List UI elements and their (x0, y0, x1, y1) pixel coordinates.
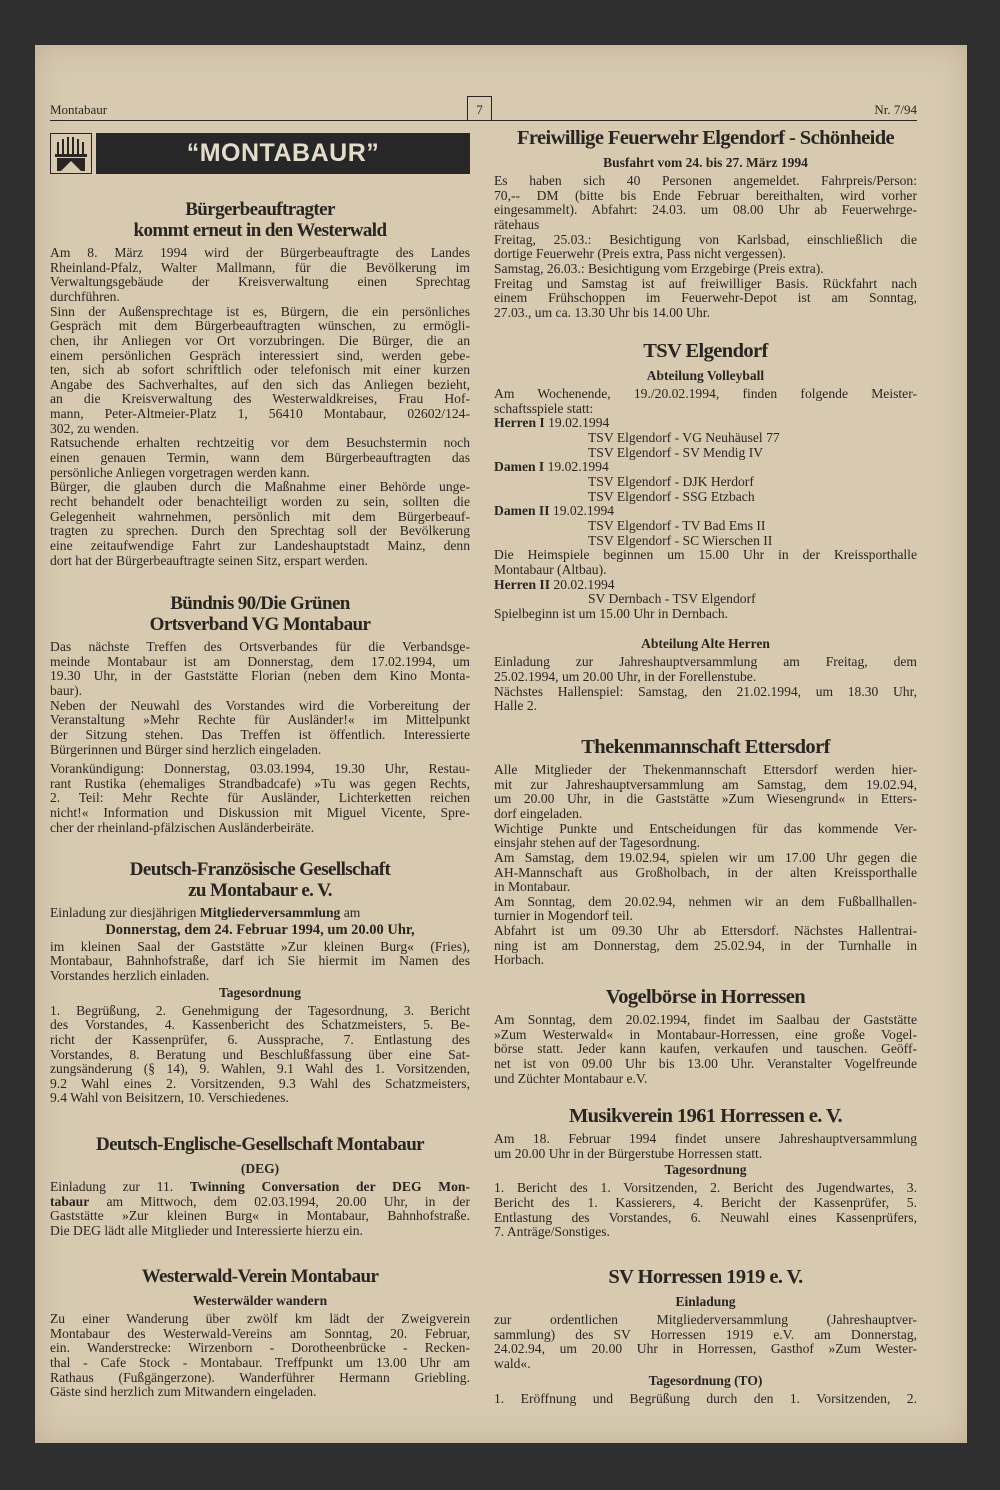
text-line: dort hat der Bürgerbeauftragte seinen Sitz, erspart werden. (50, 552, 368, 568)
text-line: tragten zu sprechen. Durch den Sprechtag soll der Bevölkerung (50, 524, 470, 539)
paragraph (50, 305, 470, 437)
heading-line: Westerwald-Verein Montabaur (141, 1266, 379, 1287)
text-line: TSV Elgendorf - VG Neuhäusel 77 (588, 429, 780, 445)
text-line: nicht!« Information und Diskussion mit Miguel Vicente, Spre- (50, 806, 470, 821)
text-line: cher der rheinland-pfälzischen Ausländerbeiräte. (50, 819, 315, 835)
text-line: eingesammelt). Abfahrt: 24.03. um 08.00 Uhr ab Feuerwehrge- (494, 203, 917, 218)
paragraph (494, 655, 917, 684)
article-heading (50, 1266, 470, 1287)
text-line: im kleinen Saal der Gaststätte »Zur kleinen Burg« (Fries), (50, 939, 470, 954)
paragraph (494, 1132, 917, 1161)
paragraph (50, 699, 470, 758)
heading-line: Ortsverband VG Montabaur (149, 614, 371, 635)
match-list (494, 431, 917, 460)
text-line: thal - Cafe Stock - Montabaur. Treffpunkt um 13.00 Uhr am (50, 1355, 470, 1370)
article-sv-horressen (494, 1266, 917, 1421)
text-line: 24.02.94, um 20.00 Uhr in Horressen, Gasthof »Zum Wester- (494, 1342, 917, 1357)
paragraph (494, 851, 917, 895)
article-heading (494, 736, 917, 758)
text-line (494, 578, 917, 593)
text-line: SV Dernbach - TSV Elgendorf (588, 591, 756, 607)
text-line: schaftsspiele statt: (494, 400, 594, 416)
text-line (50, 1195, 470, 1210)
paragraph (494, 233, 917, 262)
text-line: recht behandelt oder benachteiligt worden zu sein, sollten die (50, 494, 470, 509)
text-line: um 20.00 Uhr in der Bürgerstube Horressen statt. (494, 1145, 763, 1161)
issue-number: Nr. 7/94 (874, 102, 917, 117)
article-feuerwehr-elgendorf (494, 127, 917, 320)
text-line: TSV Elgendorf - TV Bad Ems II (588, 517, 766, 533)
text-line: zur ordentlichen Mitgliederversammlung (Jahreshauptver- (494, 1313, 917, 1327)
article-subheading (494, 635, 917, 652)
text-line: ein. Wanderstrecke: Wirzenborn - Dorotheenbrücke - Recken- (50, 1341, 470, 1356)
paragraph (494, 607, 917, 622)
text-line: Spielbeginn ist um 15.00 Uhr in Dernbach. (494, 605, 729, 621)
text-line: der Sitzung stehen. Das Treffen ist öffentlich. Interessierte (50, 727, 470, 742)
text-line: mann, Peter-Altmeier-Platz 1, 56410 Montabaur, 02602/124- (50, 407, 470, 422)
header-rule-right (492, 120, 917, 121)
text-line: Gespräch mit dem Bürgerbeauftragten wünschen, zu ermögli- (50, 319, 470, 334)
bold-text: Mitgliederversammlung (199, 905, 341, 920)
text-line: Vorankündigung: Donnerstag, 03.03.1994, 19.30 Uhr, Restau- (50, 762, 470, 777)
text-line (494, 460, 917, 475)
article-heading (494, 1266, 917, 1288)
header-town: Montabaur (50, 102, 108, 117)
text-line: Es haben sich 40 Personen angemeldet. Fahrpreis/Person: (494, 174, 917, 188)
text-line: Entlastung des Vorstandes, 6. Neuwahl eines Kassenprüfers, (494, 1210, 917, 1225)
text-line: und Züchter Montabaur e.V. (494, 1070, 648, 1086)
heading-line: Bündnis 90/Die Grünen (170, 593, 350, 614)
paragraph (50, 640, 470, 699)
bold-text: Damen II (494, 503, 550, 519)
article-heading (494, 340, 917, 362)
text-line: TSV Elgendorf - SC Wierschen II (588, 532, 773, 548)
text-line: turnier in Mogendorf teil. (494, 908, 633, 924)
text-line: Montabaur (Altbau). (494, 561, 607, 577)
text-line: Ratsuchende erhalten rechtzeitig vor dem Besuchstermin noch (50, 436, 470, 451)
text-line: Freitag, 25.03.: Besichtigung von Karlsbad, einschließlich die (494, 232, 917, 247)
article-subheading (494, 154, 917, 171)
paragraph (50, 1180, 470, 1239)
article-subheading (50, 1292, 470, 1309)
subheading-line: Tagesordnung (TO) (648, 1372, 763, 1388)
text-line: Die DEG lädt alle Mitglieder und Interessierte hierzu ein. (50, 1222, 363, 1238)
text-line: Verwaltungsgebäude der Kreisverwaltung einen Sprechtag (50, 275, 470, 290)
paragraph (494, 822, 917, 851)
text-line: Am Sonntag, dem 20.02.1994, findet im Saalbau der Gaststätte (494, 1013, 917, 1027)
text-line: um 20.00 Uhr, in die Gaststätte »Zum Wiesengrund« in Etters- (494, 792, 917, 807)
text-line: Halle 2. (494, 698, 538, 714)
paragraph (50, 906, 470, 921)
text-line: sammlung) des SV Horressen 1919 e.V. am Donnerstag, (494, 1327, 917, 1342)
article-subheading (50, 1160, 470, 1177)
subheading-line: Abteilung Alte Herren (641, 636, 770, 652)
text-line: Angabe des Sachverhaltes, auf den sich das Anliegen bezieht, (50, 377, 470, 392)
article-subheading (50, 984, 470, 1001)
text-line: Nächstes Hallenspiel: Samstag, den 21.02.1994, um 18.30 Uhr, (494, 684, 917, 699)
text-line: Freitag und Samstag ist auf freiwilliger Basis. Rückfahrt nach (494, 276, 917, 291)
heading-line: Freiwillige Feuerwehr Elgendorf - Schönheide (516, 127, 895, 149)
article-buendnis-90 (50, 593, 470, 835)
text-line: Am Samstag, dem 19.02.94, spielen wir um 17.00 Uhr gegen die (494, 850, 917, 865)
text: 19.02.1994 (549, 503, 615, 519)
article-heading (494, 1105, 917, 1127)
paragraph (50, 762, 470, 835)
text-line: Gelegenheit wahrnehmen, persönlich mit dem Bürgerbeauf- (50, 509, 470, 524)
text-line: 9.2 Wahl eines 2. Vorsitzenden, 9.3 Wahl des Schatzmeisters, (50, 1076, 470, 1091)
text-line: Die Heimspiele beginnen um 15.00 Uhr in der Kreissporthalle (494, 548, 917, 563)
text: Einladung zur diesjährigen (50, 905, 200, 920)
text-line: dortige Feuerwehr (Preis extra, Pass nicht vergessen). (494, 246, 786, 262)
article-subheading (494, 1293, 917, 1310)
text-line: einsjahr stehen auf der Tagesordnung. (494, 835, 701, 851)
article-subheading (494, 367, 917, 384)
heading-line: Thekenmannschaft Ettersdorf (581, 736, 830, 758)
text-line: Montabaur des Westerwald-Vereins am Sonntag, 20. Februar, (50, 1326, 470, 1341)
text-line: Wichtige Punkte und Entscheidungen für das kommende Ver- (494, 821, 917, 836)
paragraph (50, 940, 470, 984)
paragraph (494, 763, 917, 822)
page-number: 7 (467, 96, 492, 121)
text-line: einen genauen Termin, wann dem Bürgerbeauftragten das (50, 451, 470, 465)
text-line: TSV Elgendorf - SSG Etzbach (588, 488, 755, 504)
text-line: Das nächste Treffen des Ortsverbandes für die Verbandsge- (50, 640, 470, 654)
text-line: meinde Montabaur ist am Donnerstag, dem 17.02.1994, um (50, 654, 470, 669)
article-deutsch-englische-gesellschaft (50, 1134, 470, 1239)
text-line: wald«. (494, 1355, 531, 1371)
text-line: 27.03., um ca. 13.30 Uhr bis 14.00 Uhr. (494, 304, 710, 320)
text-line (494, 416, 917, 431)
heading-line: kommt erneut in den Westerwald (133, 220, 387, 241)
subheading-line: Abteilung Volleyball (646, 368, 765, 383)
paragraph (494, 1013, 917, 1086)
text-line: Neben der Neuwahl des Vorstandes wird die Vorbereitung der (50, 698, 470, 713)
article-heading (494, 986, 917, 1008)
bold-text: Twinning Conversation der DEG Mon- (189, 1180, 470, 1194)
paragraph (494, 685, 917, 714)
text-line: baur). (50, 682, 83, 698)
text: am (340, 905, 361, 920)
article-heading (50, 859, 470, 901)
text-line: Montabaur, Bahnhofstraße, darf ich Sie hiermit im Namen des (50, 954, 470, 969)
heading-line: zu Montabaur e. V. (188, 880, 332, 901)
match-list (494, 475, 917, 504)
text: 19.02.1994 (544, 415, 610, 431)
paragraph (494, 277, 917, 321)
heading-line: Deutsch-Französische Gesellschaft (129, 859, 391, 880)
text-line: Bürgerinnen und Bürger sind herzlich eingeladen. (50, 741, 322, 757)
article-buergerbeauftragter (50, 199, 470, 568)
paragraph (50, 1312, 470, 1400)
text-line: Einladung zur Jahreshauptversammlung am Freitag, dem (494, 655, 917, 670)
text-line: Zu einer Wanderung über zwölf km lädt der Zweigverein (50, 1312, 470, 1326)
text: am Mittwoch, dem 02.03.1994, 20.00 Uhr, in der (89, 1194, 470, 1209)
text-line: durchführen. (50, 288, 120, 304)
text-line (494, 504, 917, 519)
paragraph (494, 895, 917, 924)
paragraph (494, 460, 917, 475)
heading-line: Musikverein 1961 Horressen e. V. (568, 1105, 843, 1127)
match-list (494, 519, 917, 548)
text-line: AH-Mannschaft aus Großholbach, in der alten Kreissporthalle (494, 865, 917, 880)
text-line: Alle Mitglieder der Thekenmannschaft Ettersdorf werden hier- (494, 763, 917, 777)
header-rule-left (50, 120, 467, 121)
text-line: net ist von 09.00 Uhr bis 13.00 Uhr. Veranstalter Vogelfreunde (494, 1056, 917, 1071)
text-line: Am 8. März 1994 wird der Bürgerbeauftragte des Landes (50, 246, 470, 260)
text-line: Abfahrt ist um 09.30 Uhr ab Ettersdorf. Nächstes Hallentrai- (494, 924, 917, 939)
text-line: börse statt. Jeder kann kaufen, verkaufen und tauschen. Geöff- (494, 1042, 917, 1057)
heading-line: Bürgerbeauftragter (185, 199, 335, 220)
text-line: 7. Anträge/Sonstiges. (494, 1224, 610, 1240)
article-tsv-elgendorf (494, 340, 917, 714)
text-line: einem Frühschoppen im Feuerwehr-Depot ist am Sonntag, (494, 291, 917, 306)
paragraph (494, 548, 917, 577)
text-line: dorf eingeladen. (494, 805, 583, 821)
subheading-line: Westerwälder wandern (192, 1293, 328, 1308)
bold-text: tabaur (50, 1194, 90, 1209)
article-subheading (494, 1372, 917, 1389)
paragraph (50, 436, 470, 480)
paragraph (494, 924, 917, 968)
text: 20.02.1994 (550, 576, 615, 592)
text: 19.02.1994 (544, 459, 609, 475)
subheading-line: Einladung (675, 1294, 736, 1309)
section-banner: “MONTABAUR” (96, 133, 470, 174)
article-heading (494, 127, 917, 149)
text-line: 1. Eröffnung und Begrüßung durch den 1. Vorsitzenden, 2. (494, 1391, 917, 1406)
article-musikverein-horressen (494, 1105, 917, 1240)
text-line: Am 18. Februar 1994 findet unsere Jahreshauptversammlung (494, 1132, 917, 1146)
subheading-line: Busfahrt vom 24. bis 27. März 1994 (603, 155, 808, 170)
text-line: 19.30 Uhr, in der Gaststätte Florian (neben dem Kino Monta- (50, 669, 470, 684)
paragraph (494, 504, 917, 519)
text-line: rant Rustika (ehemaliges Strandbadcafe) »Tu was gegen Rechts, (50, 776, 470, 791)
subheading-line: Tagesordnung (664, 1162, 747, 1178)
paragraph (494, 262, 917, 277)
paragraph (50, 480, 470, 568)
article-heading (50, 199, 470, 241)
text: Einladung zur 11. (50, 1180, 190, 1194)
article-vogelboerse-horressen (494, 986, 917, 1086)
text-line: Veranstaltung »Mehr Rechte für Ausländer!« im Mittelpunkt (50, 713, 470, 728)
text-line: Gäste sind herzlich zum Mitwandern eingeladen. (50, 1384, 317, 1400)
text-line: Horbach. (494, 952, 545, 968)
text-line: TSV Elgendorf - DJK Herdorf (588, 473, 754, 489)
text-line: 1. Bericht des 1. Vorsitzenden, 2. Bericht des Jugendwartes, 3. (494, 1181, 917, 1196)
text-line: 1. Begrüßung, 2. Genehmigung der Tagesordnung, 3. Bericht (50, 1003, 470, 1018)
text-line: an die Kreisverwaltung des Westerwaldkreises, Frau Hof- (50, 392, 470, 407)
text-line: Vorstandes, 8. Beratung und Beschlußfassung über eine Sat- (50, 1047, 470, 1062)
paragraph (494, 174, 917, 233)
text-line: 25.02.1994, um 20.00 Uhr, in der Forellenstube. (494, 669, 757, 685)
bold-text: Herren I (494, 415, 545, 431)
heading-line: Vogelbörse in Horressen (605, 986, 806, 1008)
heading-line: SV Horressen 1919 e. V. (608, 1266, 803, 1288)
bold-line: Donnerstag, dem 24. Februar 1994, um 20.00 Uhr, (105, 921, 415, 938)
text-line: persönliche Anliegen vorgetragen werden kann. (50, 464, 310, 480)
text-line: 9.4 Wahl von Beisitzern, 10. Verschiedenes. (50, 1090, 289, 1106)
text-line: des Vorstandes, 4. Kassenbericht des Schatzmeisters, 5. Be- (50, 1018, 470, 1033)
text-line: ning ist am Donnerstag, dem 25.02.94, in der Turnhalle in (494, 938, 917, 953)
text-line: Bürger, die glauben durch die Maßnahme einer Behörde unge- (50, 480, 470, 495)
text-line (494, 1406, 917, 1421)
paragraph (494, 387, 917, 416)
text-line: chen, ihr Anliegen vor Ort vorzubringen. Die Bürger, die an (50, 333, 470, 348)
text-line: Gaststätte »Zur kleinen Burg« in Montabaur, Bahnhofstraße. (50, 1209, 470, 1224)
heading-line: TSV Elgendorf (643, 340, 768, 362)
text-line: Am Sonntag, dem 20.02.94, nehmen wir an dem Fußballhallen- (494, 894, 917, 909)
text-line: ten, sich ab sofort schriftlich oder telefonisch mit einer kurzen (50, 363, 470, 378)
text-line: Bericht des 1. Kassierers, 4. Bericht der Kassenprüfer, 5. (494, 1195, 917, 1210)
paragraph (494, 578, 917, 593)
text-line (50, 1180, 470, 1195)
text-line: rätehaus (494, 216, 540, 232)
bold-text: Herren II (494, 576, 551, 592)
highlighted-date (50, 921, 470, 940)
paragraph (494, 1392, 917, 1421)
text-line: Vorstandes herzlich einladen. (50, 967, 210, 983)
article-thekenmannschaft-ettersdorf (494, 736, 917, 968)
article-westerwald-verein (50, 1266, 470, 1400)
text-line: 70,-- DM (bitte bis Ende Februar bereithalten, wird vorher (494, 188, 917, 203)
text-line: richt der Kassenprüfer, 6. Aussprache, 7. Entlastung des (50, 1032, 470, 1047)
text-line: eine zeitaufwendige Fahrt zur Landeshauptstadt Mainz, denn (50, 538, 470, 553)
paragraph (494, 1313, 917, 1372)
article-heading (50, 1134, 470, 1155)
text-line: Rathaus (Fußgängerzone). Wanderführer Hermann Griebling. (50, 1370, 470, 1385)
text-line: zungsänderung (§ 14), 9. Wahlen, 9.1 Wahl des 1. Vorsitzenden, (50, 1062, 470, 1077)
bold-text: Damen I (494, 459, 545, 475)
text-line: 302, zu wenden. (50, 420, 140, 436)
paragraph (50, 246, 470, 305)
article-subheading (494, 1161, 917, 1178)
match-list (494, 592, 917, 607)
article-heading (50, 593, 470, 635)
subheading-line: Tagesordnung (218, 984, 302, 1000)
text-line: 2. Teil: Mehr Rechte für Ausländer, Lichterketten reichen (50, 791, 470, 806)
text-line: TSV Elgendorf - SV Mendig IV (588, 444, 764, 460)
paragraph (494, 1181, 917, 1240)
text-line: mit zur Jahreshauptversammlung am Samstag, dem 19.02.94, (494, 777, 917, 792)
article-deutsch-franzoesische-gesellschaft (50, 859, 470, 1106)
text-line (50, 906, 470, 921)
text-line: »Zum Westerwald« in Montabaur-Horressen, eine große Vogel- (494, 1027, 917, 1042)
paragraph (50, 1004, 470, 1107)
text-line: Rheinland-Pfalz, Walter Mallmann, für die Bevölkerung im (50, 260, 470, 275)
text-line: Sinn der Außensprechtage ist es, Bürgern, die ein persönliches (50, 304, 470, 319)
paragraph (494, 416, 917, 431)
text-line: in Montabaur. (494, 879, 571, 895)
text-line: einem persönlichen Gespräch interessiert sind, werden gebe- (50, 348, 470, 363)
text-line: Samstag, 26.03.: Besichtigung vom Erzgebirge (Preis extra). (494, 260, 824, 276)
heading-line: Deutsch-Englische-Gesellschaft Montabaur (95, 1134, 424, 1155)
montabaur-logo-icon (50, 133, 92, 174)
text-line: Am Wochenende, 19./20.02.1994, finden folgende Meister- (494, 387, 917, 401)
subheading-line: (DEG) (240, 1161, 280, 1176)
